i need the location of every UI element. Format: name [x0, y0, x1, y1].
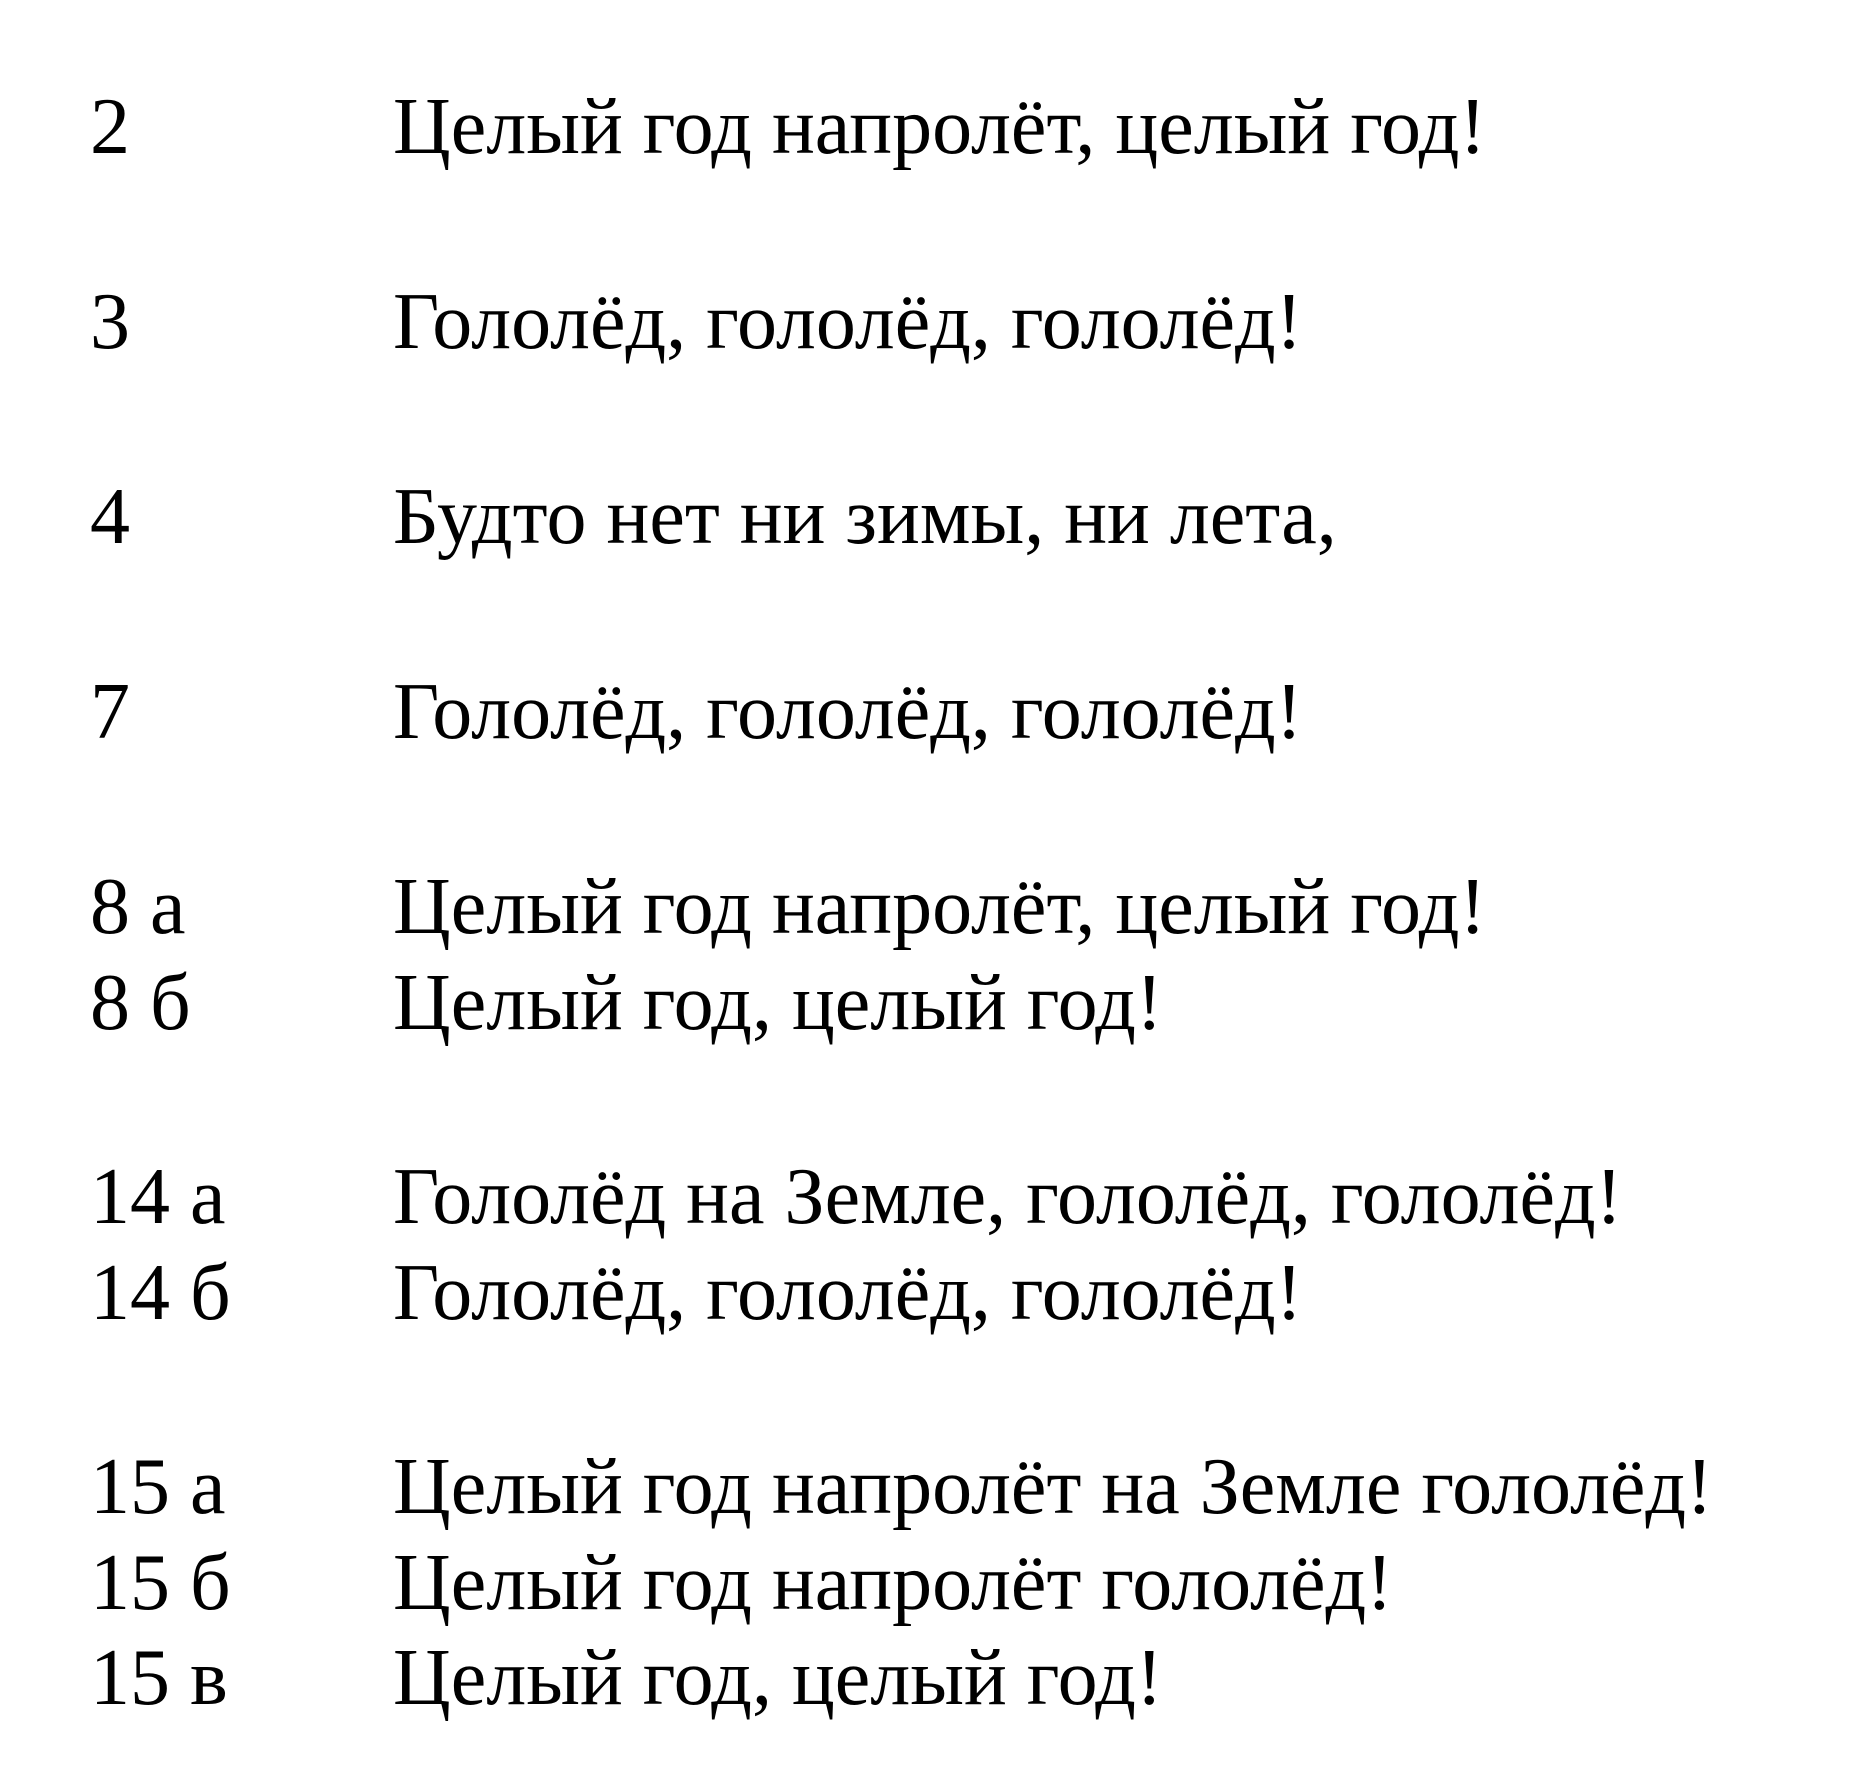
- line-number: 14 б: [90, 1249, 231, 1337]
- line-number: 8 а: [90, 863, 186, 951]
- line-number: 15 в: [90, 1634, 228, 1722]
- lyric-line: [0, 277, 1853, 367]
- line-text: Гололёд на Земле, гололёд, гололёд!: [393, 1153, 1623, 1241]
- lyric-line: [0, 472, 1853, 562]
- line-number: 15 а: [90, 1443, 226, 1531]
- line-text: Целый год напролёт гололёд!: [393, 1539, 1393, 1627]
- line-text: Целый год, целый год!: [393, 959, 1163, 1047]
- line-text: Целый год напролёт, целый год!: [393, 863, 1487, 951]
- lyric-line: [0, 667, 1853, 757]
- line-number: 2: [90, 83, 130, 171]
- line-text: Целый год напролёт, целый год!: [393, 83, 1487, 171]
- line-number: 7: [90, 668, 130, 756]
- line-text: Целый год напролёт на Земле гололёд!: [393, 1443, 1713, 1531]
- lyric-line: [0, 1442, 1853, 1532]
- line-number: 3: [90, 278, 130, 366]
- lyric-line: [0, 862, 1853, 952]
- lyric-line: [0, 958, 1853, 1048]
- line-text: Гололёд, гололёд, гололёд!: [393, 1249, 1303, 1337]
- line-text: Целый год, целый год!: [393, 1634, 1163, 1722]
- line-number: 8 б: [90, 959, 191, 1047]
- lyric-line: [0, 1248, 1853, 1338]
- line-number: 15 б: [90, 1539, 231, 1627]
- line-text: Гололёд, гололёд, гололёд!: [393, 668, 1303, 756]
- line-number: 4: [90, 473, 130, 561]
- lyric-line: [0, 82, 1853, 172]
- lyric-line: [0, 1633, 1853, 1723]
- lyric-line: [0, 1538, 1853, 1628]
- lyric-line: [0, 1152, 1853, 1242]
- line-text: Будто нет ни зимы, ни лета,: [393, 473, 1337, 561]
- line-text: Гололёд, гололёд, гололёд!: [393, 278, 1303, 366]
- line-number: 14 а: [90, 1153, 226, 1241]
